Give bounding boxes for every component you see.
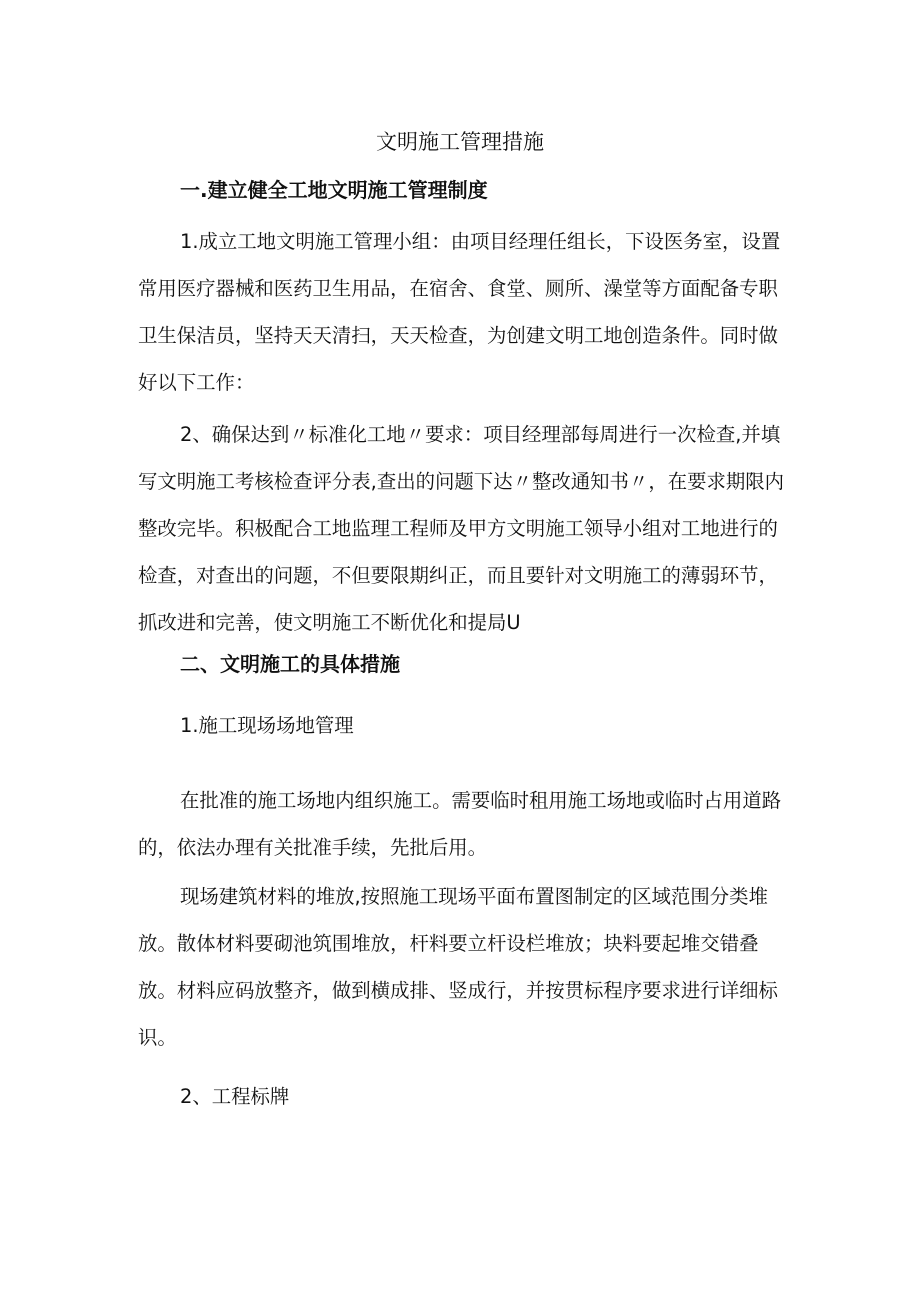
- section-2-heading: 二、文明施工的具体措施: [180, 652, 400, 676]
- section-1-paragraph-1: 1.成立工地文明施工管理小组：由项目经理任组长，下设医务室，设置常用医疗器械和医药卫生用品，在宿舍、食堂、厕所、澡堂等方面配备专职卫生保洁员，坚持天天清扫，天天检查，为创建文明工地创造条件。同时做好以下工作：: [138, 230, 781, 394]
- subsection-1-paragraph-2: 现场建筑材料的堆放,按照施工现场平面布置图制定的区域范围分类堆放。散体材料要砌池筑围堆放，杆料要立杆设栏堆放；块料要起堆交错叠放。材料应码放整齐，做到横成排、竖成行，并按贯标程序要求进行详细标识。: [138, 885, 778, 1049]
- section-1-paragraph-2: 2、确保达到〃标准化工地〃要求：项目经理部每周进行一次检查,并填写文明施工考核检查评分表,查出的问题下达〃整改通知书〃，在要求期限内整改完毕。积极配合工地监理工程师及甲方文明施工领导小组对工地进行的检查，对查出的问题，不但要限期纠正，而且要针对文明施工的薄弱环节，抓改进和完善，使文明施工不断优化和提局U: [138, 423, 785, 634]
- subsection-1-paragraph-1: 在批准的施工场地内组织施工。需要临时租用施工场地或临时占用道路的，依法办理有关批准手续，先批后用。: [138, 789, 782, 859]
- subsection-2-heading: 2、工程标牌: [180, 1085, 290, 1108]
- subsection-1-heading: 1.施工现场场地管理: [180, 714, 354, 737]
- document-title: 文明施工管理措施: [376, 130, 544, 154]
- section-1-heading: 一.建立健全工地文明施工管理制度: [180, 178, 488, 202]
